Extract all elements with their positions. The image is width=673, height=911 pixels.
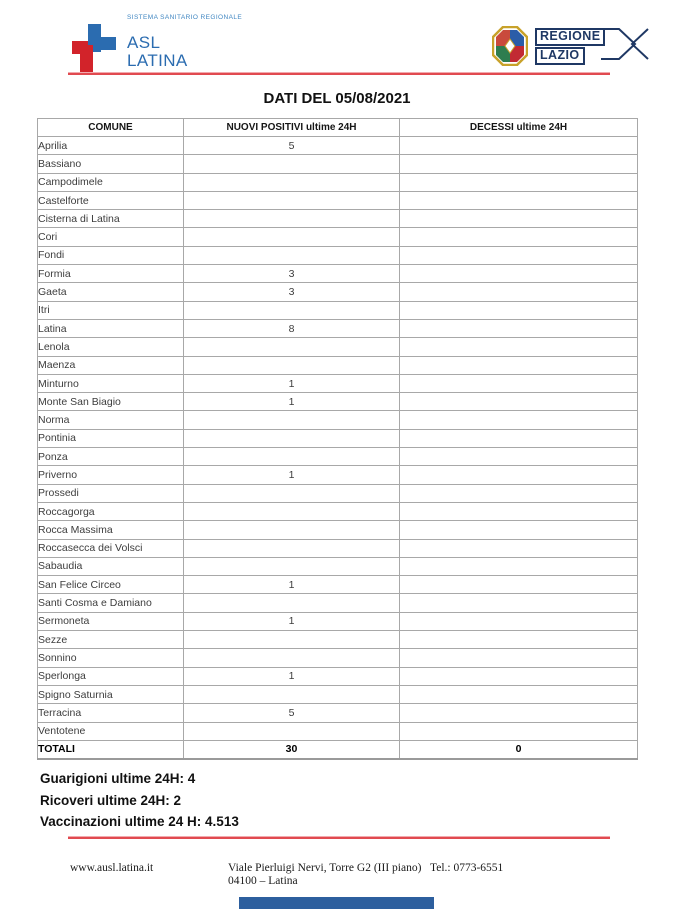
cell-comune: Sezze (38, 631, 184, 649)
cell-decessi (400, 649, 638, 667)
table-header (38, 119, 638, 137)
table-row (38, 137, 638, 155)
asl-logo-text (127, 13, 242, 76)
cell-comune: Campodimele (38, 173, 184, 191)
cell-comune: Pontinia (38, 429, 184, 447)
cell-decessi (400, 393, 638, 411)
cell-nuovi (184, 448, 400, 466)
col-header-comune: COMUNE (38, 119, 184, 137)
table-row (38, 685, 638, 703)
table-row (38, 612, 638, 630)
cell-nuovi: 1 (184, 576, 400, 594)
cell-comune: Sperlonga (38, 667, 184, 685)
asl-latina-logo (72, 13, 242, 76)
cell-nuovi (184, 521, 400, 539)
table-row (38, 466, 638, 484)
table-row (38, 191, 638, 209)
asl-name-line1: ASL (127, 33, 161, 52)
cell-decessi (400, 722, 638, 740)
cell-decessi (400, 429, 638, 447)
cell-decessi (400, 228, 638, 246)
asl-tagline: SISTEMA SANITARIO REGIONALE (127, 14, 243, 21)
table-row (38, 704, 638, 722)
cell-comune: Sonnino (38, 649, 184, 667)
cell-comune: Santi Cosma e Damiano (38, 594, 184, 612)
lazio-word: LAZIO (535, 47, 585, 65)
cell-nuovi (184, 356, 400, 374)
table-row (38, 631, 638, 649)
cell-decessi (400, 594, 638, 612)
table-row (38, 502, 638, 520)
regione-lazio-chevron-icon (601, 25, 649, 63)
cell-decessi (400, 210, 638, 228)
website-link[interactable]: www.ausl.latina.it (70, 861, 154, 874)
cell-nuovi (184, 155, 400, 173)
cell-decessi (400, 356, 638, 374)
cell-nuovi (184, 173, 400, 191)
cell-nuovi (184, 338, 400, 356)
cell-nuovi: 1 (184, 393, 400, 411)
cell-decessi (400, 484, 638, 502)
cell-nuovi (184, 411, 400, 429)
regione-lazio-emblem-icon (492, 26, 528, 66)
cell-nuovi (184, 191, 400, 209)
cell-decessi (400, 502, 638, 520)
cell-nuovi (184, 210, 400, 228)
cell-decessi (400, 576, 638, 594)
table-footer (38, 740, 638, 759)
bottom-blue-bar (239, 897, 434, 909)
table-row (38, 173, 638, 191)
cell-decessi (400, 685, 638, 703)
cell-decessi (400, 246, 638, 264)
cell-comune: Fondi (38, 246, 184, 264)
table-row (38, 557, 638, 575)
asl-name-line2: LATINA (127, 50, 188, 70)
cell-nuovi (184, 429, 400, 447)
asl-cross-icon (72, 24, 120, 76)
table-row (38, 228, 638, 246)
table-row (38, 265, 638, 283)
page-title: DATI DEL 05/08/2021 (263, 90, 411, 107)
cell-nuovi (184, 301, 400, 319)
cell-decessi (400, 173, 638, 191)
table-row (38, 283, 638, 301)
cell-comune: Terracina (38, 704, 184, 722)
col-header-decessi: DECESSI ultime 24H (400, 119, 638, 137)
table-row (38, 411, 638, 429)
cell-comune: Bassiano (38, 155, 184, 173)
cell-comune: Roccagorga (38, 502, 184, 520)
totals-row (38, 740, 638, 759)
address-city: 04100 – Latina (228, 875, 298, 888)
cell-decessi (400, 631, 638, 649)
cell-nuovi (184, 722, 400, 740)
table-row (38, 448, 638, 466)
cell-comune: Spigno Saturnia (38, 685, 184, 703)
cell-nuovi: 1 (184, 466, 400, 484)
cell-decessi (400, 338, 638, 356)
cell-nuovi (184, 557, 400, 575)
cell-comune: Aprilia (38, 137, 184, 155)
cell-nuovi (184, 594, 400, 612)
cell-nuovi: 5 (184, 137, 400, 155)
cell-comune: Maenza (38, 356, 184, 374)
cell-comune: Minturno (38, 374, 184, 392)
table-row (38, 539, 638, 557)
cell-decessi (400, 704, 638, 722)
table-row (38, 393, 638, 411)
cell-comune: Sermoneta (38, 612, 184, 630)
cell-comune: Priverno (38, 466, 184, 484)
asl-name (127, 34, 242, 69)
table-row (38, 667, 638, 685)
cell-comune: Prossedi (38, 484, 184, 502)
cell-comune: Ponza (38, 448, 184, 466)
cell-comune: Formia (38, 265, 184, 283)
table-row (38, 246, 638, 264)
cell-comune: Gaeta (38, 283, 184, 301)
cell-nuovi (184, 246, 400, 264)
cell-decessi (400, 448, 638, 466)
cell-comune: Sabaudia (38, 557, 184, 575)
cell-decessi (400, 155, 638, 173)
table-row (38, 301, 638, 319)
cell-nuovi: 3 (184, 265, 400, 283)
cell-comune: San Felice Circeo (38, 576, 184, 594)
cell-nuovi: 3 (184, 283, 400, 301)
phone-text: Tel.: 0773-6551 (430, 861, 504, 874)
cell-decessi (400, 466, 638, 484)
cell-nuovi (184, 484, 400, 502)
col-header-nuovi-positivi: NUOVI POSITIVI ultime 24H (184, 119, 400, 137)
cell-nuovi: 8 (184, 319, 400, 337)
table-row (38, 155, 638, 173)
cell-nuovi (184, 502, 400, 520)
table-row (38, 356, 638, 374)
table-row (38, 521, 638, 539)
cell-comune: Cori (38, 228, 184, 246)
cell-comune: Itri (38, 301, 184, 319)
cell-nuovi: 1 (184, 374, 400, 392)
cell-nuovi (184, 539, 400, 557)
summary-guarigioni: Guarigioni ultime 24H: 4 (40, 771, 196, 787)
cell-nuovi (184, 649, 400, 667)
table-row (38, 722, 638, 740)
cell-nuovi (184, 228, 400, 246)
cell-decessi (400, 137, 638, 155)
cell-decessi (400, 612, 638, 630)
cell-decessi (400, 265, 638, 283)
address-text (228, 862, 424, 889)
cell-decessi (400, 411, 638, 429)
table-row (38, 319, 638, 337)
table-row (38, 210, 638, 228)
cell-decessi (400, 557, 638, 575)
table-row (38, 429, 638, 447)
table-body (38, 137, 638, 741)
footer-divider-rule (68, 836, 610, 839)
cell-decessi (400, 191, 638, 209)
totals-label: TOTALI (38, 740, 184, 759)
cell-decessi (400, 539, 638, 557)
cell-comune: Lenola (38, 338, 184, 356)
cell-decessi (400, 283, 638, 301)
cell-comune: Monte San Biagio (38, 393, 184, 411)
cell-decessi (400, 301, 638, 319)
cell-comune: Norma (38, 411, 184, 429)
cell-decessi (400, 521, 638, 539)
cell-decessi (400, 667, 638, 685)
cell-decessi (400, 374, 638, 392)
cell-decessi (400, 319, 638, 337)
covid-data-table (37, 118, 638, 760)
table-row (38, 338, 638, 356)
cell-nuovi (184, 631, 400, 649)
summary-block (40, 768, 673, 833)
table-row (38, 576, 638, 594)
cell-comune: Ventotene (38, 722, 184, 740)
cell-nuovi: 1 (184, 612, 400, 630)
cell-nuovi (184, 685, 400, 703)
address-street: Viale Pierluigi Nervi, Torre G2 (III piano) (228, 861, 422, 874)
cell-nuovi: 1 (184, 667, 400, 685)
cell-nuovi: 5 (184, 704, 400, 722)
page-header (0, 0, 673, 72)
summary-vaccinazioni: Vaccinazioni ultime 24 H: 4.513 (40, 814, 239, 830)
cell-comune: Rocca Massima (38, 521, 184, 539)
table-row (38, 484, 638, 502)
regione-lazio-wordmark (535, 27, 605, 65)
table-row (38, 594, 638, 612)
totals-nuovi: 30 (184, 740, 400, 759)
table-row (38, 649, 638, 667)
regione-lazio-logo (492, 26, 605, 66)
table-row (38, 374, 638, 392)
cell-comune: Castelforte (38, 191, 184, 209)
totals-decessi: 0 (400, 740, 638, 759)
cell-comune: Latina (38, 319, 184, 337)
cell-comune: Roccasecca dei Volsci (38, 539, 184, 557)
summary-ricoveri: Ricoveri ultime 24H: 2 (40, 792, 182, 808)
regione-word: REGIONE (535, 28, 605, 46)
cell-comune: Cisterna di Latina (38, 210, 184, 228)
